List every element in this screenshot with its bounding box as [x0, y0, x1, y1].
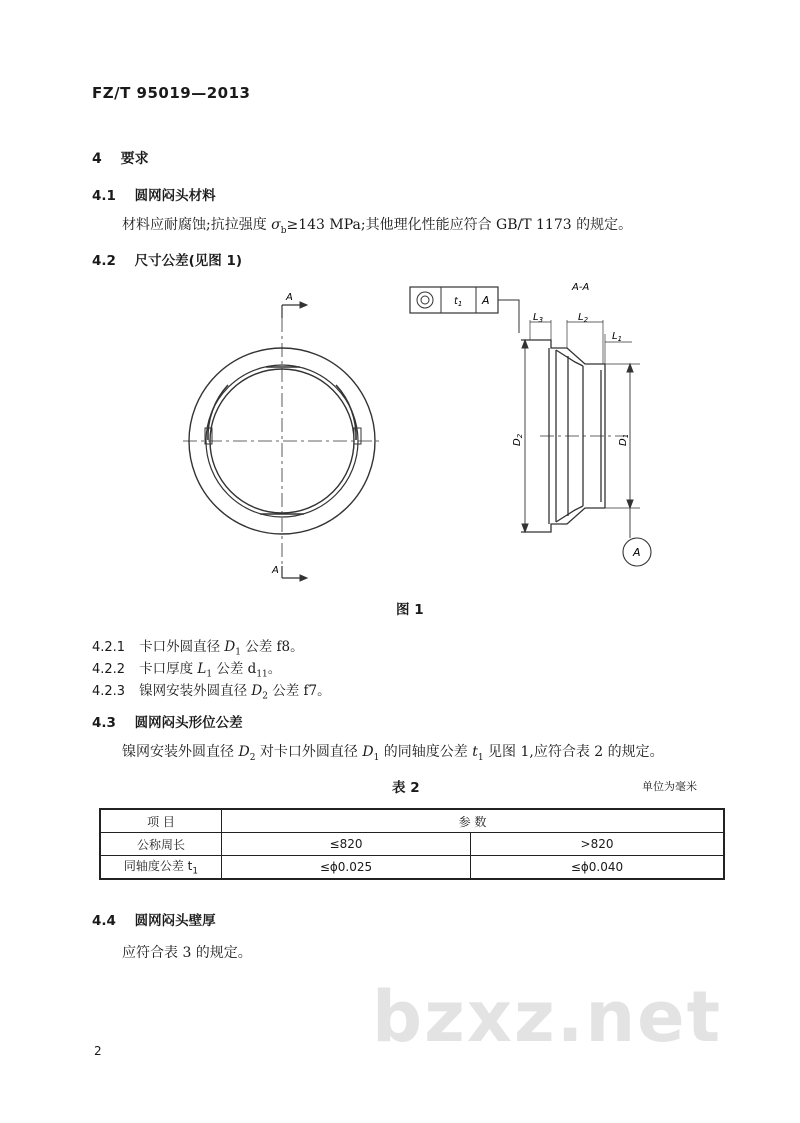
section-number: 4 [92, 151, 102, 167]
figure-caption: 图 1 [396, 602, 424, 618]
subsection-number: 4.1 [92, 188, 116, 204]
subsection-title: 圆网闷头壁厚 [134, 913, 216, 929]
L3-label: $L_3$ [533, 312, 544, 324]
section-view-label: A-A [572, 282, 590, 293]
frame-tol-label: $t_1$ [454, 296, 463, 308]
row-label: 公称周长 [100, 833, 222, 856]
frame-datum-label: A [482, 294, 490, 307]
clause-4-2-3: 4.2.3 镍网安装外圆直径 $D_2$ 公差 f7。 [92, 683, 331, 702]
table-row [100, 833, 724, 856]
table-2 [99, 808, 725, 880]
arrow-label-bottom: A [272, 565, 279, 576]
subsection-number: 4.2 [92, 253, 116, 269]
text-run: ≥143 MPa;其他理化性能应符合 GB/T 1173 的规定。 [286, 217, 633, 233]
L1-label: $L_1$ [612, 331, 623, 343]
row-value: ≤ϕ0.025 [222, 856, 471, 880]
header-param: 参 数 [222, 809, 725, 833]
row-label: 同轴度公差 $t_1$ [100, 856, 222, 880]
D2-label: $D_2$ [512, 433, 524, 446]
sigma-symbol: σ [271, 217, 281, 233]
wall-thickness-paragraph: 应符合表 3 的规定。 [122, 945, 252, 961]
watermark: bzxz.net [372, 976, 723, 1058]
row-value: ≤ϕ0.040 [471, 856, 725, 880]
table-row [100, 856, 724, 880]
inner-ring-b [210, 369, 354, 513]
table-2-unit: 单位为毫米 [642, 780, 697, 793]
subscript: b [280, 225, 287, 236]
row-value: >820 [471, 833, 725, 856]
clause-4-2-2: 4.2.2 卡口厚度 $L_1$ 公差 $d_{11}$。 [92, 661, 282, 680]
section-title: 要求 [120, 151, 149, 167]
subsection-number: 4.4 [92, 913, 116, 929]
coaxiality-paragraph: 镍网安装外圆直径 $D_2$ 对卡口外圆直径 $D_1$ 的同轴度公差 $t_1$ 见图 1,应符合表 2 的规定。 [122, 744, 664, 763]
table-2-title: 表 2 [392, 780, 420, 796]
table-header-row [100, 809, 724, 833]
standard-number: FZ/T 95019—2013 [92, 84, 251, 102]
D1-label: $D_1$ [618, 433, 630, 446]
text-run: 材料应耐腐蚀;抗拉强度 [122, 217, 272, 233]
subsection-4-3-heading [92, 711, 243, 731]
subsection-number: 4.3 [92, 715, 116, 731]
L2-label: $L_2$ [578, 312, 589, 324]
row-value: ≤820 [222, 833, 471, 856]
clause-4-2-1: 4.2.1 卡口外圆直径 $D_1$ 公差 f8。 [92, 639, 304, 658]
subsection-title: 圆网闷头材料 [134, 188, 216, 204]
subsection-4-4-heading [92, 909, 216, 929]
datum-circle-label: A [633, 546, 641, 559]
page-number: 2 [94, 1044, 102, 1058]
arrow-label-top: A [286, 292, 293, 303]
subsection-title: 圆网闷头形位公差 [134, 715, 243, 731]
subsection-title: 尺寸公差(见图 1) [134, 253, 243, 269]
header-item: 项 目 [100, 809, 222, 833]
